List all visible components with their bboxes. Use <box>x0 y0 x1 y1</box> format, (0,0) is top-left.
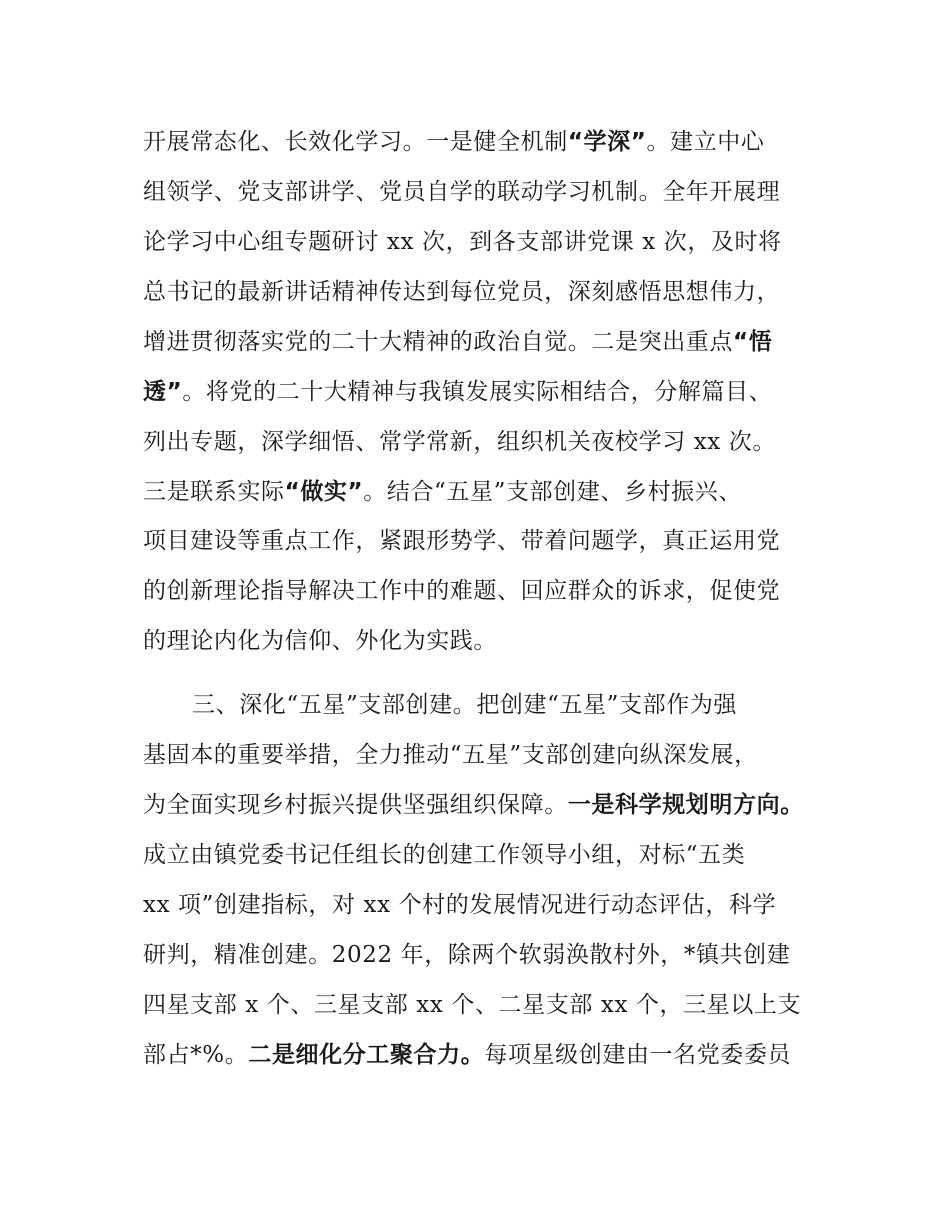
p1-line-2 <box>143 177 780 207</box>
text: xx 项”创建指标，对 xx 个村的发展情况进行动态评估，科学 <box>143 892 777 918</box>
bold-text: 透” <box>143 379 183 405</box>
p1-line-6 <box>143 377 772 407</box>
text: 基固本的重要举措，全力推动“五星”支部创建向纵深发展， <box>143 742 758 768</box>
p2-line-3 <box>143 790 804 820</box>
text: 。结合“五星”支部创建、乡村振兴、 <box>363 479 742 505</box>
p2-line-6 <box>143 940 790 970</box>
text: 论学习中心组专题研讨 xx 次，到各支部讲党课 x 次，及时将 <box>143 229 782 255</box>
bold-text: “做实” <box>284 479 364 505</box>
text: 的创新理论指导解决工作中的难题、回应群众的诉求，促使党 <box>143 578 781 604</box>
text: 。建立中心 <box>646 129 765 155</box>
p2-line-5 <box>143 890 776 920</box>
text: 列出专题，深学细悟、常学常新，组织机关夜校学习 xx 次。 <box>143 429 776 455</box>
text: 项目建设等重点工作，紧跟形势学、带着问题学，真正运用党 <box>143 528 781 554</box>
text: 的理论内化为信仰、外化为实践。 <box>143 628 497 654</box>
p2-line-2 <box>143 740 758 770</box>
text: 组领学、党支部讲学、党员自学的联动学习机制。全年开展理 <box>143 179 781 205</box>
text: 成立由镇党委书记任组长的创建工作领导小组，对标“五类 <box>143 842 746 868</box>
bold-text: 一是科学规划明方向。 <box>567 792 804 818</box>
text: 为全面实现乡村振兴提供坚强组织保障。 <box>143 792 568 818</box>
p1-line-4 <box>143 277 780 307</box>
p1-line-10 <box>143 576 780 606</box>
p1-line-1 <box>143 127 764 157</box>
bold-text: “悟 <box>733 329 773 355</box>
text: 四星支部 x 个、三星支部 xx 个、二星支部 xx 个，三星以上支 <box>143 992 802 1018</box>
p2-line-7 <box>143 990 801 1020</box>
text: 开展常态化、长效化学习。一是健全机制 <box>143 129 568 155</box>
p1-line-9 <box>143 526 780 556</box>
text: 三、深化“五星”支部创建。把创建“五星”支部作为强 <box>192 692 738 718</box>
bold-text: “学深” <box>567 129 647 155</box>
p1-line-3 <box>143 227 782 257</box>
p1-line-11 <box>143 626 497 656</box>
bold-text: 二是细化分工聚合力。 <box>248 1042 485 1068</box>
p1-line-5 <box>143 327 772 357</box>
text: 研判，精准创建。2022 年，除两个软弱涣散村外，*镇共创建 <box>143 942 791 968</box>
text: 每项星级创建由一名党委委员 <box>484 1042 792 1068</box>
p1-line-8 <box>143 477 742 507</box>
text: 部占*%。 <box>143 1042 249 1068</box>
p2-line-8 <box>143 1040 791 1070</box>
p2-line-1 <box>192 690 737 720</box>
text: 。将党的二十大精神与我镇发展实际相结合，分解篇目、 <box>182 379 773 405</box>
text: 增进贯彻落实党的二十大精神的政治自觉。二是突出重点 <box>143 329 733 355</box>
text: 三是联系实际 <box>143 479 285 505</box>
text: 总书记的最新讲话精神传达到每位党员，深刻感悟思想伟力， <box>143 279 781 305</box>
p2-line-4 <box>143 840 745 870</box>
p1-line-7 <box>143 427 776 457</box>
